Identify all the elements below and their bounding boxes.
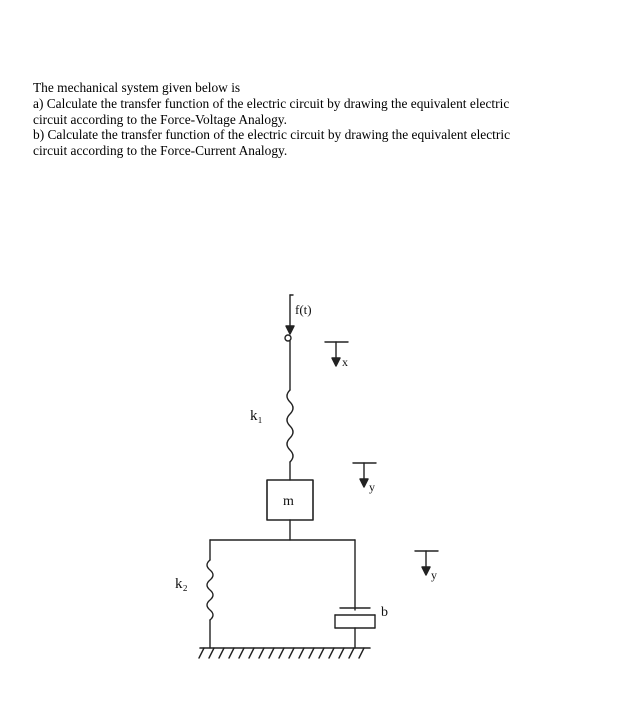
mechanical-system-diagram — [170, 270, 480, 690]
spring-k1 — [287, 341, 293, 480]
spring-k2-label: k₂ — [175, 576, 188, 592]
displacement-y-label-upper: y — [369, 480, 375, 494]
damper-label: b — [381, 605, 388, 620]
question-part-a-line2: circuit according to the Force-Voltage Analogy. — [33, 111, 287, 127]
question-part-b-line1: b) Calculate the transfer function of the electric circuit by drawing the equivalent electric — [33, 127, 511, 143]
question-part-b-line2: circuit according to the Force-Current Analogy. — [33, 143, 288, 159]
mass-label: m — [283, 494, 294, 509]
force-arrow — [285, 295, 294, 341]
spring-k2 — [207, 540, 213, 648]
question-text — [33, 80, 593, 159]
spring-k1-label: k₁ — [250, 408, 263, 424]
question-part-a-line1: a) Calculate the transfer function of the electric circuit by drawing the equivalent electric — [33, 95, 510, 111]
ground — [199, 648, 370, 658]
damper-b — [335, 540, 375, 648]
displacement-y-label-lower: y — [431, 568, 437, 582]
displacement-x-label: x — [342, 355, 348, 369]
question-intro: The mechanical system given below is — [33, 80, 241, 95]
force-label: f(t) — [295, 302, 312, 317]
